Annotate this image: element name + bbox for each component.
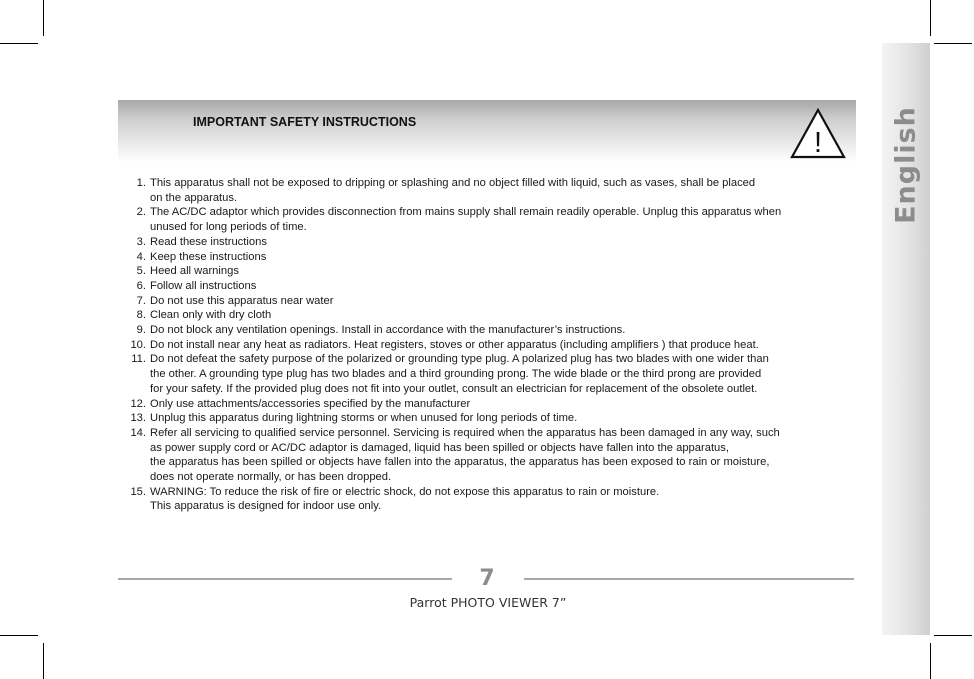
product-name: Parrot PHOTO VIEWER 7” [409,595,567,610]
item-text-line: Do not use this apparatus near water [150,294,334,307]
item-text [150,485,858,514]
item-text-line: Follow all instructions [150,279,257,292]
section-title: IMPORTANT SAFETY INSTRUCTIONS [193,115,417,129]
item-text [150,250,858,265]
item-text-line: Clean only with dry cloth [150,309,272,322]
item-text-line: the other. A grounding type plug has two blades and a third grounding prong. The wide blade or the third prong are provided [150,368,762,381]
item-text-line: does not operate normally, or has been dropped. [150,471,392,484]
item-text-line: The AC/DC adaptor which provides disconnection from mains supply shall remain readily operable. Unplug this apparatus when [150,206,782,219]
crop-mark [0,43,38,44]
item-text [150,338,858,353]
crop-mark [0,635,38,636]
item-number: 2. [136,206,146,219]
item-number: 7. [136,294,146,307]
item-text [150,308,858,323]
item-number: 6. [136,279,146,292]
instruction-item [118,308,858,323]
item-number: 12. [130,397,146,410]
item-number: 13. [130,412,146,425]
item-text-line: as power supply cord or AC/DC adaptor is damaged, liquid has been spilled or objects have fallen into the apparatus, [150,441,729,454]
item-number: 4. [136,250,146,263]
instruction-item [118,397,858,412]
instruction-item [118,205,858,234]
crop-mark [43,643,44,679]
item-number: 3. [136,235,146,248]
instruction-item [118,250,858,265]
item-text [150,323,858,338]
page-number: 7 [479,566,495,591]
item-text [150,235,858,250]
footer-rule-left [118,578,452,580]
warning-triangle-icon [790,107,846,159]
instruction-item [118,426,858,485]
item-text-line: WARNING: To reduce the risk of fire or electric shock, do not expose this apparatus to rain or moisture. [150,485,660,498]
item-number: 5. [136,265,146,278]
item-text-line: Heed all warnings [150,265,239,278]
instruction-item [118,323,858,338]
item-text-line: Read these instructions [150,235,267,248]
item-number: 15. [130,485,146,498]
item-text-line: Keep these instructions [150,250,267,263]
item-text [150,411,858,426]
item-text [150,205,858,234]
item-text [150,279,858,294]
item-number: 8. [136,309,146,322]
crop-mark [930,643,931,679]
crop-mark [930,0,931,36]
crop-mark [934,43,972,44]
item-text-line: for your safety. If the provided plug does not fit into your outlet, consult an electrician for replacement of the obsolete outlet. [150,382,758,395]
item-text-line: Only use attachments/accessories specified by the manufacturer [150,397,471,410]
instruction-item [118,235,858,250]
item-number: 1. [136,177,146,189]
item-text-line: This apparatus shall not be exposed to dripping or splashing and no object filled with liquid, such as vases, shall be placed [150,177,756,189]
instruction-item [118,279,858,294]
instruction-item [118,176,858,205]
language-label: English [890,106,922,224]
item-text [150,294,858,309]
instruction-item [118,352,858,396]
item-number: 10. [130,338,146,351]
item-text [150,426,858,485]
footer-rule-right [524,578,854,580]
item-text-line: Do not install near any heat as radiators. Heat registers, stoves or other apparatus (including amplifiers ) that produce heat. [150,338,759,351]
instruction-item [118,264,858,279]
item-text-line: Do not block any ventilation openings. Install in accordance with the manufacturer’s instructions. [150,324,626,337]
item-text-line: Refer all servicing to qualified service personnel. Servicing is required when the apparatus has been damaged in any way, such [150,426,780,439]
instruction-item [118,411,858,426]
instruction-item [118,294,858,309]
instruction-item [118,338,858,353]
crop-mark [43,0,44,36]
item-text [150,264,858,279]
crop-mark [934,635,972,636]
item-text-line: This apparatus is designed for indoor use only. [150,500,382,513]
item-text [150,397,858,412]
item-text-line: Unplug this apparatus during lightning storms or when unused for long periods of time. [150,412,578,425]
item-text-line: Do not defeat the safety purpose of the polarized or grounding type plug. A polarized plug has two blades with one wider than [150,353,769,366]
section-header [118,100,856,162]
item-number: 11. [131,353,146,366]
item-text-line: the apparatus has been spilled or objects have fallen into the apparatus, the apparatus has been exposed to rain or moisture, [150,456,770,469]
item-text [150,176,858,205]
instruction-item [118,485,858,514]
language-tab [882,43,930,635]
safety-instruction-list [118,176,858,514]
warning-symbol: ! [813,127,823,159]
item-text-line: unused for long periods of time. [150,221,307,234]
item-number: 14. [130,426,146,439]
item-number: 9. [136,324,146,337]
item-text-line: on the apparatus. [150,191,238,204]
item-text [150,352,858,396]
